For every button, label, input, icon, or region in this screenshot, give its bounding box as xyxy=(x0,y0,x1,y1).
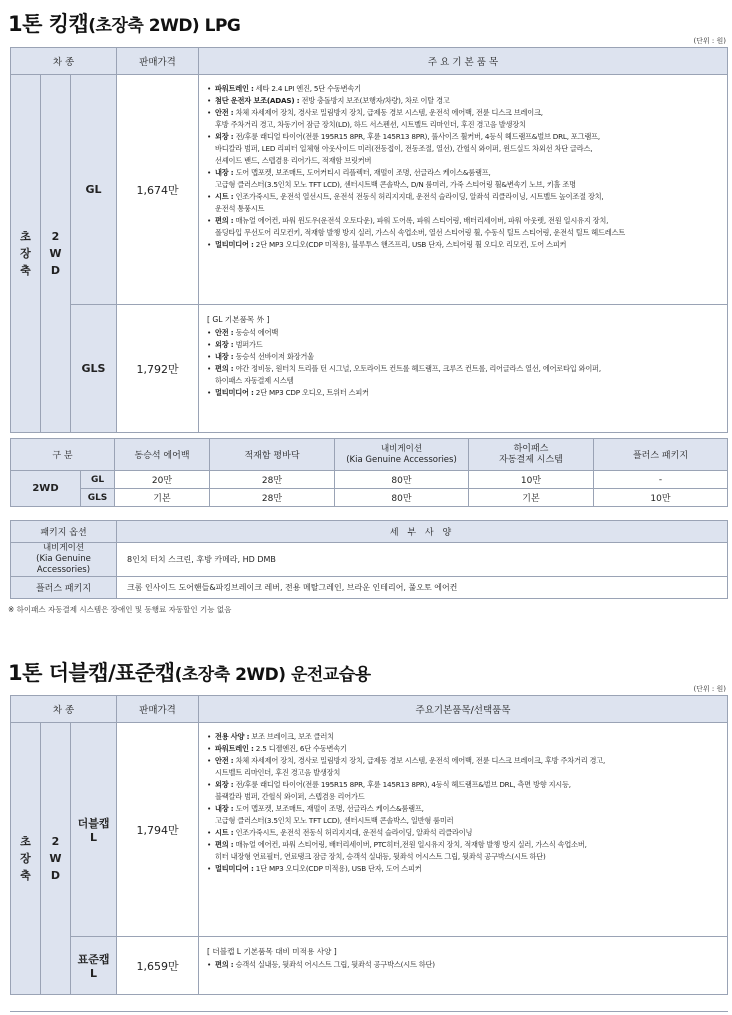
packages-col-detail: 세 부 사 양 xyxy=(117,521,728,543)
col-price: 판매가격 xyxy=(117,696,199,723)
table-cell: 28만 xyxy=(210,471,335,489)
body-type: 초 장 축 xyxy=(11,75,41,433)
options-drive: 2WD xyxy=(11,471,81,507)
body-type: 초 장 축 xyxy=(11,723,41,995)
options-table xyxy=(10,438,728,507)
feature-item: • 멀티미디어 : 2단 MP3 CDP 오디오, 트위터 스피커 xyxy=(207,387,721,399)
feature-item: • 파워트레인 : 세타 2.4 LPI 엔진, 5단 수동변속기 xyxy=(207,83,721,95)
feature-item: • 편의 : 매뉴얼 에어컨, 파워 윈도우(운전석 오토다운), 파워 도어록, 파워 스티어링, 배터리세이버, 파워 아웃렛, 전원 일시유지 장치, 폴딩타입 무선도어 리모컨키, 적재함 발챙 방지 실러, 가스식 속업소버, 열선 스티어링 휠, 수동식 틸트 스티어링, 운전석 틸트 헤드레스트 xyxy=(207,215,721,239)
package-name-0: 내비게이션 (Kia Genuine Accessories) xyxy=(11,543,117,577)
col-model: 차 종 xyxy=(11,696,117,723)
feature-item: • 시트 : 인조가죽시트, 운전석 전동식 허리지지대, 운전석 슬라이딩, 알좌석 리클라이닝 xyxy=(207,827,721,839)
feature-item: • 멀티미디어 : 2단 MP3 오디오(CDP 미적용), 블루투스 핸즈프리, USB 단자, 스티어링 휠 오디오 리모컨, 도어 스피커 xyxy=(207,239,721,251)
feature-item: • 안전 : 차체 자세제어 장치, 경사로 밀림방지 장치, 급제동 경보 시스템, 운전석 에어백, 전륜 디스크 브레이크, 후방 주차거리 경고, 시트벨트 리마인더, 후진 경고음 발생장치 xyxy=(207,755,721,779)
options-col-4: 플러스 패키지 xyxy=(594,439,728,471)
options-col-2: 내비게이션 (Kia Genuine Accessories) xyxy=(335,439,469,471)
divider xyxy=(10,1011,728,1012)
feature-item: • 편의 : 매뉴얼 에어컨, 파워 스티어링, 배터리세이버, PTC히터,전원 일시유지 장치, 적재함 발챙 방지 실러, 가스식 속업소버, 히터 내장형 연료필터, 연료탱크 잠금 장치, 승객석 실내등, 뒷좌석 어시스트 그립, 뒷좌석 공구박스(시트 하단) xyxy=(207,839,721,863)
col-price: 판매가격 xyxy=(117,48,199,75)
package-name-1: 플러스 패키지 xyxy=(11,577,117,599)
table-cell: 20만 xyxy=(115,471,210,489)
feature-item: • 내장 : 도어 맵포켓, 보조매트, 재떨이 조명, 선글라스 케이스&룸램프, 고급형 클러스터(3.5인치 모노 TFT LCD), 센터시트백 콘솔박스, 일반형 룸미러 xyxy=(207,803,721,827)
gls-header: [ GL 기본품목 外 ] xyxy=(207,315,270,324)
options-col-0: 동승석 에어백 xyxy=(115,439,210,471)
price-gls: 1,792만 xyxy=(117,305,199,433)
feature-item: • 편의 : 야간 정비등, 원터치 트리플 턴 시그널, 오토라이트 컨트롤 헤드램프, 크루즈 컨트롤, 리어글라스 열선, 에어로타입 와이퍼, 하이패스 자동결제 시스템 xyxy=(207,363,721,387)
feature-item: • 외장 : 전/후륜 래디얼 타이어(전륜 195R15 8PR, 후륜 145R13 8PR), 풀사이즈 휠커버, 4등식 헤드램프&벌브 DRL, 포그램프, 바디칼라 범퍼, LED 리피터 일체형 아웃사이드 미러(전동접이, 전동조절, 열선), 간헐식 와이퍼, 윈드실드 차외선 차단 글라스, 선셰이드 밴드, 스텝겸용 리어가드, 적재함 브릿커버 xyxy=(207,131,721,167)
feature-item: • 첨단 운전자 보조(ADAS) : 전방 충돌방지 보조(보행자/차량), 차로 이탈 경고 xyxy=(207,95,721,107)
table-cell: 기본 xyxy=(469,489,594,507)
model-gl: GL xyxy=(71,75,117,305)
packages-col-name: 패키지 옵션 xyxy=(11,521,117,543)
model-gls: GLS xyxy=(71,305,117,433)
price-gl: 1,674만 xyxy=(117,75,199,305)
model-standard-cab: 표준캡 L xyxy=(71,937,117,995)
price-double-cab: 1,794만 xyxy=(117,723,199,937)
feature-item: • 외장 : 전/후륜 래디얼 타이어(전륜 195R15 8PR, 후륜 145R13 8PR), 4등식 헤드램프&벌브 DRL, 측면 방향 지시등, 블랙칼라 범퍼, 간헐식 와이퍼, 스텝겸용 리어가드 xyxy=(207,779,721,803)
features-gls xyxy=(199,305,728,433)
table-cell: 80만 xyxy=(335,471,469,489)
feature-item: • 전용 사양 : 보조 브레이크, 보조 클러치 xyxy=(207,731,721,743)
feature-item: • 안전 : 동승석 에어백 xyxy=(207,327,721,339)
section1-main-table xyxy=(10,47,728,433)
package-detail-1: 크롬 인사이드 도어핸들&파킹브레이크 레버, 전용 메탈그레인, 브라운 인테리어, 풀오토 에어컨 xyxy=(117,577,728,599)
section1-unit: (단위 : 원) xyxy=(693,37,726,45)
price-standard-cab: 1,659만 xyxy=(117,937,199,995)
package-detail-0: 8인치 터치 스크린, 후방 카메라, HD DMB xyxy=(117,543,728,577)
feature-item: • 안전 : 차체 자세제어 장치, 경사로 밀림방지 장치, 급제동 경보 시스템, 운전석 에어백, 전륜 디스크 브레이크, 후방 주차거리 경고, 차동기어 잠금 장치(LD), 하드 서스펜션, 시트벨트 리마인더, 후진 경고음 발생장치 xyxy=(207,107,721,131)
table-cell: 80만 xyxy=(335,489,469,507)
features-standard-cab xyxy=(199,937,728,995)
feature-item: • 멀티미디어 : 1단 MP3 오디오(CDP 미적용), USB 단자, 도어 스피커 xyxy=(207,863,721,875)
footnote: ※ 하이패스 자동결제 시스템은 장애인 및 동행료 자동할인 기능 없음 xyxy=(8,605,232,614)
col-features: 주요기본품목/선택품목 xyxy=(199,696,728,723)
section2-main-table xyxy=(10,695,728,995)
table-cell: 기본 xyxy=(115,489,210,507)
feature-item: • 내장 : 도어 맵포켓, 보조매트, 도어커티시 리플렉터, 재떨이 조명, 선글라스 케이스&룸램프, 고급형 클러스터(3.5인치 모노 TFT LCD), 센터시트백 콘솔박스, D/N 룸미러, 가죽 스티어링 휠&변속기 노브, 키홀 조명 xyxy=(207,167,721,191)
feature-item: • 외장 : 범퍼가드 xyxy=(207,339,721,351)
feature-item: • 내장 : 동승석 선바이저 화장거울 xyxy=(207,351,721,363)
table-cell: 28만 xyxy=(210,489,335,507)
options-col-3: 하이패스 자동결제 시스템 xyxy=(469,439,594,471)
standard-header: [ 더블캡 L 기본품목 대비 미적용 사양 ] xyxy=(207,947,337,956)
drive-type: 2 W D xyxy=(41,723,71,995)
drive-type: 2 W D xyxy=(41,75,71,433)
section2-unit: (단위 : 원) xyxy=(693,685,726,693)
options-col-1: 적재함 평바닥 xyxy=(210,439,335,471)
feature-item: • 편의 : 승객석 실내등, 뒷좌석 어시스트 그립, 뒷좌석 공구박스(시트 하단) xyxy=(207,959,721,971)
col-model: 차 종 xyxy=(11,48,117,75)
options-row-gls: GLS xyxy=(81,489,115,507)
packages-table xyxy=(10,520,728,599)
table-cell: 10만 xyxy=(469,471,594,489)
options-col-group: 구 분 xyxy=(11,439,115,471)
model-double-cab: 더블캡 L xyxy=(71,723,117,937)
col-features: 주 요 기 본 품 목 xyxy=(199,48,728,75)
features-gl xyxy=(199,75,728,305)
section2-title: 1톤 더블캡/표준캡(초장축 2WD) 운전교습용 xyxy=(8,661,371,685)
table-cell: 10만 xyxy=(594,489,728,507)
table-cell: - xyxy=(594,471,728,489)
feature-item: • 시트 : 인조가죽시트, 운전석 열선시트, 운전석 전동식 허리지지대, 운전석 슬라이딩, 알좌석 리클라이닝, 시트벨트 높이조절 장치, 운전석 통풍시트 xyxy=(207,191,721,215)
feature-item: • 파워트레인 : 2.5 디젤엔진, 6단 수동변속기 xyxy=(207,743,721,755)
features-double-cab xyxy=(199,723,728,937)
section1-title: 1톤 킹캡(초장축 2WD) LPG xyxy=(8,12,241,36)
options-row-gl: GL xyxy=(81,471,115,489)
